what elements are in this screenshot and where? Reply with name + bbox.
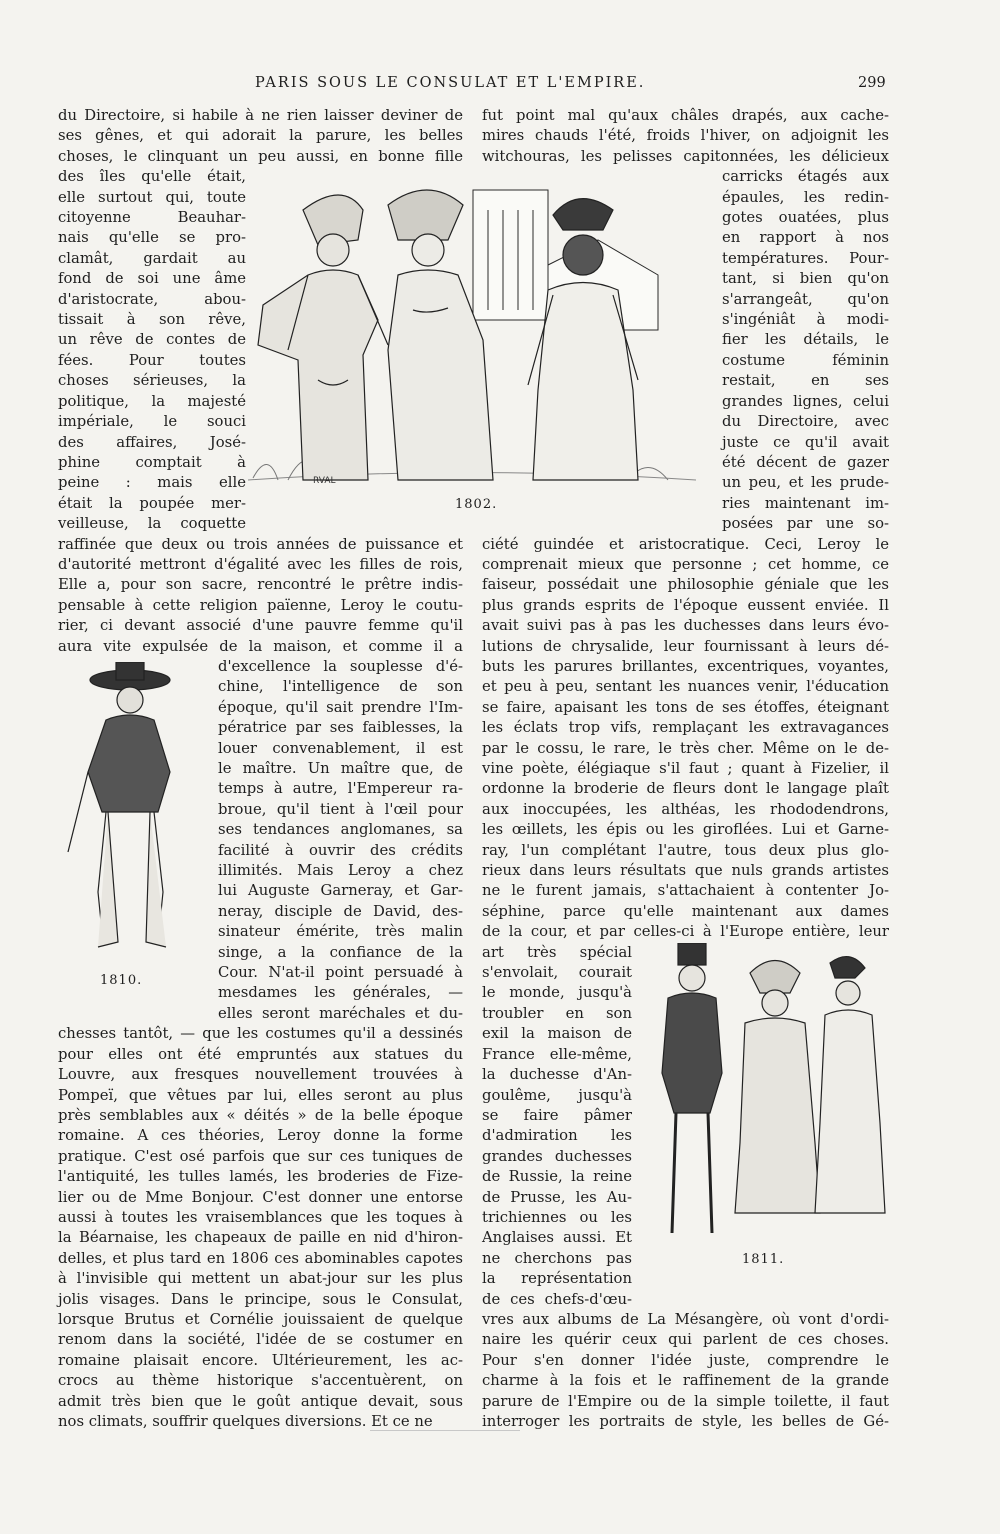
left-text-column: [58, 106, 463, 1432]
text-line: witchouras, les pelisses capitonnées, les délicieux: [482, 147, 889, 165]
text-line: se faire pâmer: [482, 1106, 632, 1124]
text-line: des îles qu'elle était,: [58, 168, 246, 186]
text-line: choses, le clinquant un peu aussi, en bonne fille: [58, 147, 463, 165]
text-line: romaine plaisait encore. Ultérieurement, les ac-: [58, 1351, 463, 1369]
text-line: de ces chefs-d'œu-: [482, 1290, 632, 1308]
caption-1810: 1810.: [100, 973, 143, 988]
text-line: rieux dans leurs résultats que nuls grands artistes: [482, 862, 889, 880]
text-line: du Directoire, avec: [722, 413, 889, 431]
text-line: lui Auguste Garneray, et Gar-: [218, 882, 463, 900]
text-line: carricks étagés aux: [722, 168, 889, 186]
text-line: était la poupée mer-: [58, 494, 246, 512]
text-line: renom dans la société, l'idée de se costumer en: [58, 1331, 463, 1349]
text-line: du Directoire, si habile à ne rien laisser deviner de: [58, 107, 463, 124]
caption-1811: 1811.: [742, 1252, 785, 1267]
text-line: politique, la majesté: [58, 392, 246, 410]
text-line: par le cossu, le rare, le très cher. Même on le de-: [482, 739, 889, 757]
text-line: pensable à cette religion païenne, Leroy le coutu-: [58, 596, 463, 614]
text-line: été décent de gazer: [722, 453, 889, 471]
text-line: elle surtout qui, toute: [58, 188, 246, 206]
text-line: mires chauds l'été, froids l'hiver, on adjoignit les: [482, 127, 889, 145]
text-line: lier ou de Mme Bonjour. C'est donner une entorse: [58, 1188, 463, 1206]
text-line: s'arrangeât, qu'on: [722, 290, 889, 308]
text-line: un peu, et les prude-: [722, 474, 889, 492]
text-line: broue, qu'il tient à l'œil pour: [218, 800, 463, 818]
text-line: interroger les portraits de style, les belles de Gé-: [482, 1413, 889, 1430]
text-line: France elle-même,: [482, 1045, 632, 1063]
text-line: températures. Pour-: [722, 249, 889, 267]
text-line: pératrice par ses faiblesses, la: [218, 719, 463, 737]
text-line: facilité à ouvrir des crédits: [218, 841, 463, 859]
caption-1802: 1802.: [455, 497, 498, 512]
text-line: crocs au thème historique s'accentuèrent, on: [58, 1372, 463, 1390]
text-line: d'excellence la souplesse d'é-: [218, 657, 463, 675]
text-line: illimités. Mais Leroy a chez: [218, 862, 463, 880]
text-line: exil la maison de: [482, 1025, 632, 1043]
text-line: phine comptait à: [58, 453, 246, 471]
text-line: s'envolait, courait: [482, 964, 632, 982]
text-line: ses tendances anglomanes, sa: [218, 821, 463, 839]
text-line: aussi à toutes les vraisemblances que les toques à: [58, 1208, 463, 1226]
text-line: vine poète, élégiaque s'il faut ; quant à Fizelier, il: [482, 760, 889, 777]
text-line: se faire, apaisant les tons de ses étoffes, éteignant: [482, 698, 889, 716]
text-line: plus grands esprits de l'époque eussent enviée. Il: [482, 596, 889, 614]
text-line: costume féminin: [722, 351, 889, 369]
text-line: épaules, les redin-: [722, 188, 889, 206]
text-line: singe, a la confiance de la: [218, 943, 463, 961]
text-line: de Russie, la reine: [482, 1168, 632, 1186]
text-line: près semblables aux « déités » de la belle époque: [58, 1106, 463, 1124]
text-line: choses sérieuses, la: [58, 372, 246, 390]
text-line: ordonne la broderie de fleurs dont le langage plaît: [482, 780, 889, 798]
text-line: séphine, parce qu'elle maintenant aux dames: [482, 902, 889, 920]
text-line: chesses tantôt, — que les costumes qu'il a dessinés: [58, 1025, 463, 1043]
text-line: pour elles ont été empruntés aux statues du: [58, 1045, 463, 1063]
text-line: de Prusse, les Au-: [482, 1188, 632, 1206]
text-line: impériale, le souci: [58, 413, 246, 431]
text-line: faiseur, possédait une philosophie géniale que les: [482, 576, 889, 594]
text-line: d'autorité mettront d'égalité avec les filles de rois,: [58, 555, 463, 573]
right-text-column: [482, 106, 889, 1432]
text-line: Louvre, aux fresques nouvellement trouvées à: [58, 1066, 463, 1084]
text-line: ne cherchons pas: [482, 1249, 632, 1267]
text-line: citoyenne Beauhar-: [58, 209, 246, 227]
text-line: delles, et plus tard en 1806 ces abominables capotes: [58, 1249, 463, 1267]
text-line: lutions de chrysalide, leur fournissant à leurs dé-: [482, 637, 889, 655]
text-line: veilleuse, la coquette: [58, 515, 246, 533]
text-line: fier les détails, le: [722, 331, 889, 349]
text-line: Pour s'en donner l'idée juste, comprendre le: [482, 1351, 889, 1369]
running-head: PARIS SOUS LE CONSULAT ET L'EMPIRE.: [255, 75, 646, 91]
text-line: buts les parures brillantes, excentriques, voyantes,: [482, 657, 889, 675]
text-line: lorsque Brutus et Cornélie jouissaient de quelque: [58, 1310, 463, 1328]
text-line: des affaires, José-: [58, 433, 246, 451]
text-line: la représentation: [482, 1270, 632, 1288]
text-line: s'ingéniât à modi-: [722, 311, 889, 329]
text-line: rier, ci devant associé d'une pauvre femme qu'il: [58, 617, 463, 635]
text-line: gotes ouatées, plus: [722, 209, 889, 227]
text-line: louer convenablement, il est: [218, 739, 463, 757]
text-line: grandes lignes, celui: [722, 392, 889, 410]
text-line: nos climats, souffrir quelques diversions. Et ce ne: [58, 1413, 433, 1430]
text-line: goulême, jusqu'à: [482, 1086, 632, 1104]
page-number: 299: [858, 75, 886, 91]
text-line: fées. Pour toutes: [58, 351, 246, 369]
text-line: époque, qu'il sait prendre l'Im-: [218, 698, 463, 716]
text-line: ries maintenant im-: [722, 494, 889, 512]
text-line: naire les quérir ceux qui parlent de ces choses.: [482, 1331, 889, 1349]
text-line: temps à autre, l'Empereur ra-: [218, 780, 463, 798]
text-line: un rêve de contes de: [58, 331, 246, 349]
text-line: vres aux albums de La Mésangère, où vont d'ordi-: [482, 1310, 889, 1328]
text-line: les œillets, les épis ou les giroflées. Lui et Garne-: [482, 821, 889, 839]
text-line: la Béarnaise, les chapeaux de paille en nid d'hiron-: [58, 1229, 463, 1247]
text-line: d'aristocrate, abou-: [58, 290, 246, 308]
text-line: raffinée que deux ou trois années de puissance et: [58, 535, 463, 553]
bottom-ornament-rule: [370, 1430, 520, 1431]
text-line: romaine. A ces théories, Leroy donne la forme: [58, 1127, 463, 1145]
text-line: tissait à son rêve,: [58, 311, 246, 329]
text-line: restait, en ses: [722, 372, 889, 390]
text-line: juste ce qu'il avait: [722, 433, 889, 451]
text-line: aux inoccupées, les althéas, les rhododendrons,: [482, 800, 889, 818]
text-line: comprenait mieux que personne ; cet homme, ce: [482, 555, 889, 573]
text-line: grandes duchesses: [482, 1147, 632, 1165]
text-line: trichiennes ou les: [482, 1208, 632, 1226]
text-line: tant, si bien qu'on: [722, 270, 889, 288]
text-line: Elle a, pour son sacre, rencontré le prêtre indis-: [58, 576, 463, 594]
text-line: aura vite expulsée de la maison, et comme il a: [58, 637, 463, 655]
text-line: sinateur émérite, très malin: [218, 923, 463, 941]
text-line: de la cour, et par celles-ci à l'Europe entière, leur: [482, 923, 889, 941]
text-line: troubler en son: [482, 1004, 632, 1022]
text-line: fut point mal qu'aux châles drapés, aux cache-: [482, 107, 889, 124]
text-line: d'admiration les: [482, 1127, 632, 1145]
text-line: admit très bien que le goût antique devait, sous: [58, 1392, 463, 1410]
text-line: Pompeï, que vêtues par lui, elles seront au plus: [58, 1086, 463, 1104]
text-line: elles seront maréchales et du-: [218, 1004, 463, 1022]
text-line: parure de l'Empire ou de la simple toilette, il faut: [482, 1392, 889, 1410]
text-line: ray, l'un complétant l'autre, tous deux plus glo-: [482, 841, 889, 859]
text-line: ciété guindée et aristocratique. Ceci, Leroy le: [482, 535, 889, 553]
text-line: à l'invisible qui mettent un abat-jour sur les plus: [58, 1270, 463, 1288]
text-line: en rapport à nos: [722, 229, 889, 247]
text-line: charme à la fois et le raffinement de la grande: [482, 1372, 889, 1390]
text-line: peine : mais elle: [58, 474, 246, 492]
text-line: avait suivi pas à pas les duchesses dans leurs évo-: [482, 617, 889, 635]
text-line: chine, l'intelligence de son: [218, 678, 463, 696]
text-line: jolis visages. Dans le principe, sous le Consulat,: [58, 1290, 463, 1308]
text-line: art très spécial: [482, 943, 632, 961]
text-line: le monde, jusqu'à: [482, 984, 632, 1002]
text-line: posées par une so-: [722, 515, 889, 533]
text-line: l'antiquité, les tulles lamés, les broderies de Fize-: [58, 1168, 463, 1186]
text-line: Anglaises aussi. Et: [482, 1229, 632, 1247]
text-line: ne le furent jamais, s'attachaient à contenter Jo-: [482, 882, 889, 900]
text-line: Cour. N'at-il point persuadé à: [218, 964, 463, 982]
text-line: les éclats trop vifs, remplaçant les extravagances: [482, 719, 889, 737]
engraver-signature: RVAL: [313, 476, 336, 486]
text-line: fond de soi une âme: [58, 270, 246, 288]
text-line: et peu à peu, sentant les nuances venir, l'éducation: [482, 678, 889, 696]
text-line: neray, disciple de David, des-: [218, 902, 463, 920]
text-line: le maître. Un maître que, de: [218, 760, 463, 777]
text-line: pratique. C'est osé parfois que sur ces tuniques de: [58, 1147, 463, 1165]
text-line: clamât, gardait au: [58, 249, 246, 267]
text-line: nais qu'elle se pro-: [58, 229, 246, 247]
text-line: la duchesse d'An-: [482, 1066, 632, 1084]
text-line: ses gênes, et qui adorait la parure, les belles: [58, 127, 463, 145]
text-line: mesdames les générales, —: [218, 984, 463, 1002]
